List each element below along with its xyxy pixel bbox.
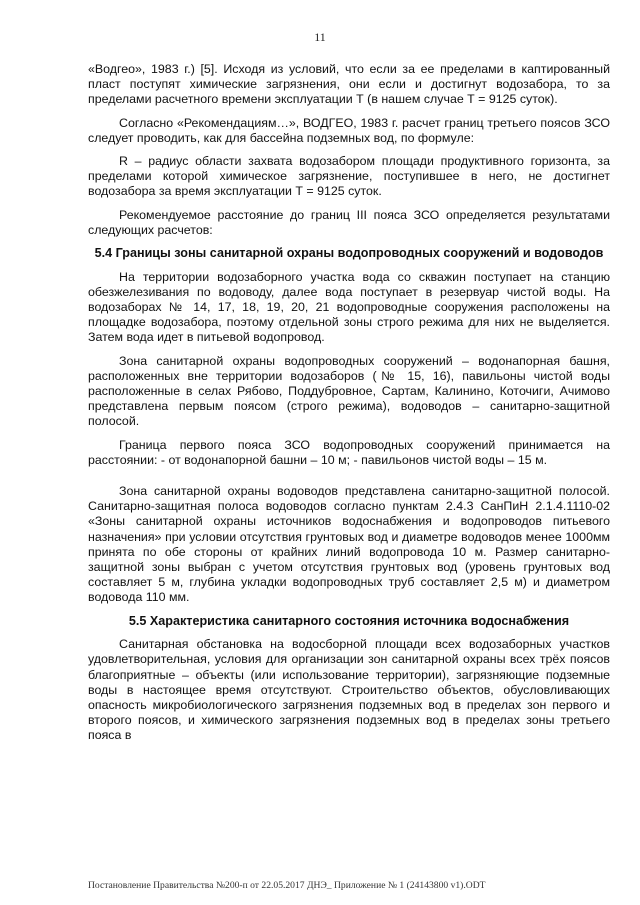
section-heading: 5.5 Характеристика санитарного состояния источника водоснабжения bbox=[128, 613, 570, 628]
paragraph: Граница первого пояса ЗСО водопроводных сооружений принимается на расстоянии: - от водонапорной башни – 10 м; - павильонов чистой воды – 15 м. bbox=[88, 437, 610, 467]
page-footer: Постановление Правительства №200-п от 22.05.2017 ДНЭ_ Приложение № 1 (24143800 v1).ODT bbox=[88, 880, 486, 891]
page-number: 11 bbox=[314, 30, 326, 44]
paragraph: Рекомендуемое расстояние до границ III пояса ЗСО определяется результатами следующих расчетов: bbox=[88, 207, 610, 237]
spacer bbox=[88, 476, 610, 484]
document-body bbox=[88, 62, 610, 752]
paragraph: Согласно «Рекомендациям…», ВОДГЕО, 1983 г. расчет границ третьего поясов ЗСО следует проводить, как для бассейна подземных вод, по формуле: bbox=[88, 115, 610, 145]
paragraph: Санитарная обстановка на водосборной площади всех водозаборных участков удовлетворительная, условия для организации зон санитарной охраны всех трёх поясов благоприятные – объекты (или использование территории), загрязняющие подземные воды в настоящее время отсутствуют. Строительство объектов, обусловливающих опасность микробиологического загрязнения подземных вод в пределах зон первого и второго поясов, и химического загрязнения подземных вод в пределах зоны третьего пояса в bbox=[88, 637, 610, 743]
section-heading: 5.4 Границы зоны санитарной охраны водопроводных сооружений и водоводов bbox=[94, 246, 604, 261]
paragraph: «Водгео», 1983 г.) [5]. Исходя из условий, что если за ее пределами в каптированный пласт поступят химические загрязнения, они если и достигнут водозабора, то за пределами расчетного времени эксплуатации Т (в нашем случае Т = 9125 суток). bbox=[88, 62, 610, 107]
paragraph: R – радиус области захвата водозабором площади продуктивного горизонта, за пределами которой химическое загрязнение, поступившее в него, не достигнет водозабора за время эксплуатации Т = 9125 суток. bbox=[88, 154, 610, 199]
paragraph: Зона санитарной охраны водоводов представлена санитарно-защитной полосой. Санитарно-защитная полоса водоводов согласно пунктам 2.4.3 СанПиН 2.1.4.1110-02 «Зоны санитарной охраны источников водоснабжения и водопроводов питьевого назначения» при условии отсутствия грунтовых вод и диаметре водоводов менее 1000мм принята по обе стороны от крайних линий водопровода 10 м. Размер санитарно-защитной зоны выбран с учетом отсутствия грунтовых вод (уровень грунтовых вод составляет 5 м, глубина укладки водопроводных труб составляет 2,5 м) и диаметром водовода 110 мм. bbox=[88, 483, 610, 605]
paragraph: Зона санитарной охраны водопроводных сооружений – водонапорная башня, расположенных вне территории водозаборов (№ 15, 16), павильоны чистой воды расположенные в селах Рябово, Поддубровное, Сартам, Калинино, Коточиги, Ачимово представлена первым поясом (строго режима), водоводов – санитарно-защитной полосой. bbox=[88, 353, 610, 429]
paragraph: На территории водозаборного участка вода со скважин поступает на станцию обезжелезивания по водоводу, далее вода поступает в резервуар чистой воды. На водозаборах № 14, 17, 18, 19, 20, 21 водопроводные сооружения расположены на площадке водозабора, поэтому отдельной зоны строго режима для них не выделяется. Затем вода идет в питьевой водопровод. bbox=[88, 269, 610, 345]
